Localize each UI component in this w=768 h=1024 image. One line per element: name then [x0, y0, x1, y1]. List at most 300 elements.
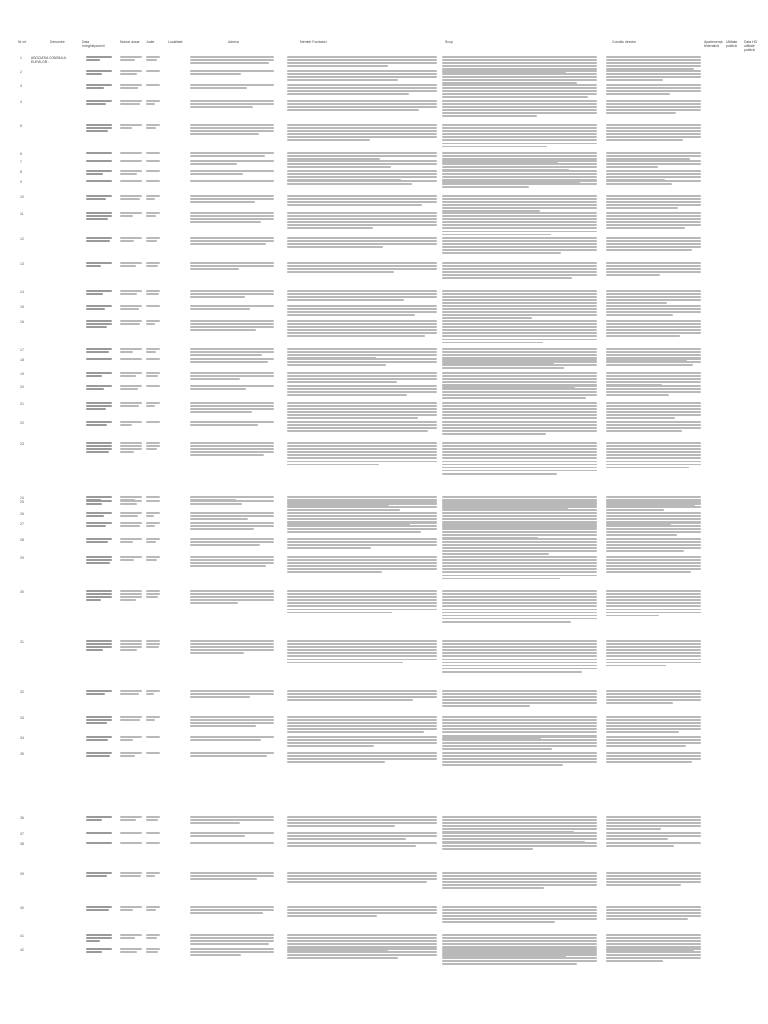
text-line [606, 348, 701, 350]
text-line [86, 445, 112, 447]
illegible-text [190, 442, 274, 456]
illegible-text [190, 421, 274, 426]
header-utilitate: Utilitate publică [726, 40, 738, 48]
text-line [442, 212, 597, 214]
text-line [442, 722, 597, 724]
illegible-text [442, 84, 597, 98]
text-line [442, 302, 597, 304]
text-line [606, 828, 661, 830]
text-line [606, 745, 686, 747]
text-line [442, 408, 597, 410]
illegible-text [287, 442, 437, 465]
text-line [442, 84, 597, 86]
text-line [86, 262, 112, 264]
header-denumire: Denumire [50, 40, 65, 44]
text-line [606, 951, 701, 953]
text-line [442, 835, 597, 837]
text-line [606, 385, 701, 387]
text-line [190, 878, 257, 880]
illegible-text [287, 180, 437, 185]
illegible-text [190, 640, 274, 654]
text-line [86, 87, 104, 89]
text-line [287, 299, 404, 301]
text-line [190, 103, 274, 105]
text-line [120, 832, 142, 834]
text-line [606, 218, 701, 220]
text-line [442, 73, 597, 75]
text-line [120, 500, 142, 502]
text-line [606, 739, 701, 741]
text-line [287, 745, 374, 747]
illegible-text [86, 180, 112, 182]
text-line [190, 221, 261, 223]
text-line [606, 100, 701, 102]
row-number: 32 [20, 690, 24, 694]
text-line [442, 87, 597, 89]
text-line [442, 921, 555, 923]
text-line [287, 106, 437, 108]
text-line [606, 742, 701, 744]
text-line [606, 417, 675, 419]
text-line [146, 716, 160, 718]
text-line [190, 875, 274, 877]
text-line [606, 332, 701, 334]
illegible-text [287, 842, 437, 847]
text-line [86, 522, 112, 524]
illegible-text [86, 752, 112, 757]
text-line [120, 451, 134, 453]
text-line [442, 454, 597, 456]
text-line [287, 758, 437, 760]
illegible-text [146, 152, 160, 154]
illegible-text [190, 690, 274, 698]
text-line [606, 878, 701, 880]
text-line [287, 541, 437, 543]
text-line [190, 640, 274, 642]
text-line [442, 828, 597, 830]
text-line [120, 100, 142, 102]
illegible-text [120, 180, 142, 182]
text-line [606, 87, 701, 89]
text-line [146, 195, 160, 197]
illegible-text [606, 290, 701, 304]
text-line [442, 442, 597, 444]
text-line [120, 538, 142, 540]
text-line [287, 84, 437, 86]
text-line [287, 155, 437, 157]
text-line [442, 433, 546, 435]
row-number: 37 [20, 832, 24, 836]
text-line [190, 173, 243, 175]
text-line [120, 937, 135, 939]
text-line [606, 79, 663, 81]
illegible-text [146, 100, 160, 105]
text-line [86, 593, 112, 595]
text-line [442, 541, 597, 543]
text-line [190, 411, 252, 413]
row-number: 27 [20, 522, 24, 526]
text-line [287, 716, 437, 718]
illegible-text [120, 195, 142, 200]
text-line [190, 445, 274, 447]
text-line [606, 198, 701, 200]
text-line [606, 515, 701, 517]
text-line [606, 451, 701, 453]
illegible-text [190, 816, 274, 824]
text-line [442, 240, 597, 242]
text-line [86, 690, 112, 692]
row-number: 13 [20, 262, 24, 266]
text-line [86, 640, 112, 642]
text-line [146, 909, 156, 911]
text-line [606, 262, 701, 264]
illegible-text [287, 237, 437, 248]
text-line [120, 348, 142, 350]
text-line [606, 170, 701, 172]
text-line [606, 320, 701, 322]
text-line [606, 65, 701, 67]
text-line [606, 414, 701, 416]
text-line [287, 544, 437, 546]
text-line [190, 201, 255, 203]
text-line [287, 940, 437, 942]
row-number: 1 [20, 56, 22, 60]
text-line [146, 643, 160, 645]
illegible-text [190, 348, 274, 356]
illegible-text [86, 372, 112, 377]
text-line [86, 934, 112, 936]
text-line [442, 320, 597, 322]
text-line [120, 262, 142, 264]
text-line [190, 59, 274, 61]
text-line [606, 649, 701, 651]
text-line [442, 417, 597, 419]
text-line [606, 725, 701, 727]
text-line [190, 649, 274, 651]
text-line [442, 59, 597, 61]
text-line [606, 133, 701, 135]
text-line [287, 957, 398, 959]
header-consiliu: Consiliu director [612, 40, 637, 44]
text-line [606, 562, 701, 564]
text-line [287, 559, 437, 561]
text-line [287, 127, 437, 129]
text-line [287, 372, 437, 374]
illegible-text [287, 290, 437, 301]
text-line [86, 265, 101, 267]
text-line [442, 509, 597, 511]
text-line [190, 937, 274, 939]
row-number: 16 [20, 320, 24, 324]
text-line [287, 136, 437, 138]
text-line [442, 277, 572, 279]
text-line [86, 872, 112, 874]
text-line [606, 180, 701, 182]
text-line [606, 881, 701, 883]
text-line [120, 819, 136, 821]
text-line [442, 252, 561, 254]
text-line [190, 725, 256, 727]
text-line [606, 531, 701, 533]
illegible-text [120, 160, 142, 162]
header-localitate: Localitate [168, 40, 183, 44]
text-line [442, 358, 597, 360]
text-line [287, 218, 437, 220]
illegible-text [442, 442, 597, 475]
row-number: 29 [20, 556, 24, 560]
row-number: 10 [20, 195, 24, 199]
illegible-text [86, 385, 112, 390]
text-line [146, 515, 154, 517]
text-line [606, 541, 701, 543]
text-line [86, 56, 112, 58]
text-line [442, 578, 560, 580]
text-line [86, 541, 108, 543]
text-line [120, 237, 142, 239]
text-line [606, 448, 701, 450]
text-line [190, 329, 256, 331]
text-line [287, 951, 437, 953]
text-line [606, 934, 701, 936]
text-line [120, 358, 142, 360]
text-line [442, 470, 597, 472]
text-line [146, 736, 160, 738]
text-line [120, 559, 134, 561]
illegible-text [606, 84, 701, 95]
illegible-text [190, 842, 274, 844]
illegible-text [120, 402, 142, 407]
illegible-text [120, 348, 142, 353]
illegible-text [190, 590, 274, 604]
text-line [190, 954, 241, 956]
text-line [120, 308, 139, 310]
text-line [287, 183, 412, 185]
text-line [287, 378, 437, 380]
text-line [442, 534, 597, 536]
text-line [442, 56, 597, 58]
text-line [442, 531, 597, 533]
text-line [606, 599, 701, 601]
text-line [86, 515, 104, 517]
row-number: 7 [20, 160, 22, 164]
text-line [442, 204, 597, 206]
text-line [146, 323, 155, 325]
text-line [442, 186, 529, 188]
text-line [442, 832, 597, 834]
text-line [86, 755, 110, 757]
text-line [442, 414, 597, 416]
text-line [287, 538, 437, 540]
text-line [190, 215, 274, 217]
text-line [146, 262, 160, 264]
text-line [442, 249, 597, 251]
text-line [287, 221, 437, 223]
text-line [287, 934, 437, 936]
row-number: 6 [20, 152, 22, 156]
text-line [287, 56, 437, 58]
text-line [146, 934, 160, 936]
text-line [190, 496, 274, 498]
text-line [606, 442, 701, 444]
text-line [287, 761, 385, 763]
text-line [190, 559, 274, 561]
illegible-text [86, 212, 112, 220]
text-line [442, 646, 597, 648]
text-line [146, 59, 157, 61]
illegible-text [287, 816, 437, 827]
text-line [287, 65, 388, 67]
text-line [442, 335, 597, 337]
text-line [190, 816, 274, 818]
illegible-text [287, 402, 437, 419]
text-line [146, 590, 160, 592]
illegible-text [86, 934, 112, 942]
text-line [287, 100, 437, 102]
text-line [606, 237, 701, 239]
text-line [287, 152, 437, 154]
text-line [287, 832, 437, 834]
text-line [120, 640, 142, 642]
text-line [287, 912, 437, 914]
text-line [86, 596, 112, 598]
text-line [442, 224, 597, 226]
text-line [606, 571, 691, 573]
illegible-text [190, 195, 274, 203]
text-line [86, 305, 112, 307]
text-line [287, 335, 425, 337]
text-line [442, 378, 597, 380]
illegible-text [190, 152, 274, 157]
illegible-text [146, 500, 160, 502]
text-line [287, 332, 437, 334]
text-line [190, 62, 269, 64]
text-line [442, 696, 597, 698]
text-line [442, 367, 564, 369]
row-number: 18 [20, 358, 24, 362]
illegible-text [442, 640, 597, 673]
text-line [606, 467, 689, 469]
illegible-text [120, 100, 142, 105]
text-line [287, 76, 437, 78]
row-number: 30 [20, 590, 24, 594]
text-line [442, 207, 597, 209]
text-line [146, 358, 160, 360]
text-line [442, 665, 597, 667]
text-line [442, 246, 597, 248]
text-line [442, 590, 597, 592]
illegible-text [190, 305, 274, 310]
text-line [442, 960, 597, 962]
text-line [190, 402, 274, 404]
text-line [120, 405, 139, 407]
illegible-text [86, 358, 112, 360]
text-line [287, 354, 437, 356]
text-line [190, 348, 274, 350]
text-line [606, 139, 683, 141]
text-line [606, 323, 701, 325]
text-line [606, 662, 701, 664]
illegible-text [146, 690, 160, 695]
text-line [287, 70, 437, 72]
text-line [287, 915, 377, 917]
text-line [287, 451, 437, 453]
text-line [190, 646, 274, 648]
text-line [606, 602, 701, 604]
illegible-text [146, 442, 160, 450]
text-line [442, 640, 597, 642]
text-line [442, 293, 597, 295]
illegible-text [606, 372, 701, 386]
text-line [120, 424, 132, 426]
text-line [442, 402, 597, 404]
text-line [190, 940, 274, 942]
illegible-text [606, 816, 701, 830]
text-line [146, 872, 160, 874]
text-line [606, 538, 701, 540]
illegible-text [190, 358, 274, 363]
text-line [86, 127, 112, 129]
text-line [606, 819, 701, 821]
text-line [190, 832, 274, 834]
text-line [442, 227, 597, 229]
text-line [442, 556, 597, 558]
text-line [190, 454, 264, 456]
text-line [442, 728, 597, 730]
text-line [606, 832, 701, 834]
text-line [442, 515, 597, 517]
text-line [190, 296, 245, 298]
text-line [190, 351, 274, 353]
text-line [120, 512, 142, 514]
text-line [190, 739, 261, 741]
text-line [606, 364, 693, 366]
text-line [190, 421, 274, 423]
illegible-text [442, 212, 597, 235]
text-line [190, 722, 274, 724]
illegible-text [606, 716, 701, 733]
text-line [86, 421, 112, 423]
header-membri: Membri Fondatori [300, 40, 327, 44]
text-line [606, 354, 701, 356]
text-line [442, 372, 597, 374]
text-line [442, 948, 597, 950]
text-line [606, 593, 701, 595]
text-line [606, 643, 701, 645]
row-number: 20 [20, 385, 24, 389]
text-line [146, 348, 160, 350]
text-line [442, 668, 597, 670]
text-line [606, 124, 701, 126]
text-line [120, 643, 142, 645]
text-line [606, 274, 660, 276]
illegible-text [120, 421, 142, 426]
illegible-text [120, 690, 142, 695]
text-line [86, 875, 107, 877]
text-line [606, 152, 701, 154]
text-line [120, 906, 142, 908]
text-line [287, 424, 437, 426]
text-line [606, 394, 669, 396]
text-line [606, 361, 701, 363]
text-line [120, 290, 142, 292]
text-line [606, 755, 701, 757]
text-line [606, 752, 701, 754]
illegible-text [146, 421, 160, 423]
text-line [287, 361, 437, 363]
text-line [146, 402, 160, 404]
text-line [442, 100, 597, 102]
text-line [287, 719, 437, 721]
